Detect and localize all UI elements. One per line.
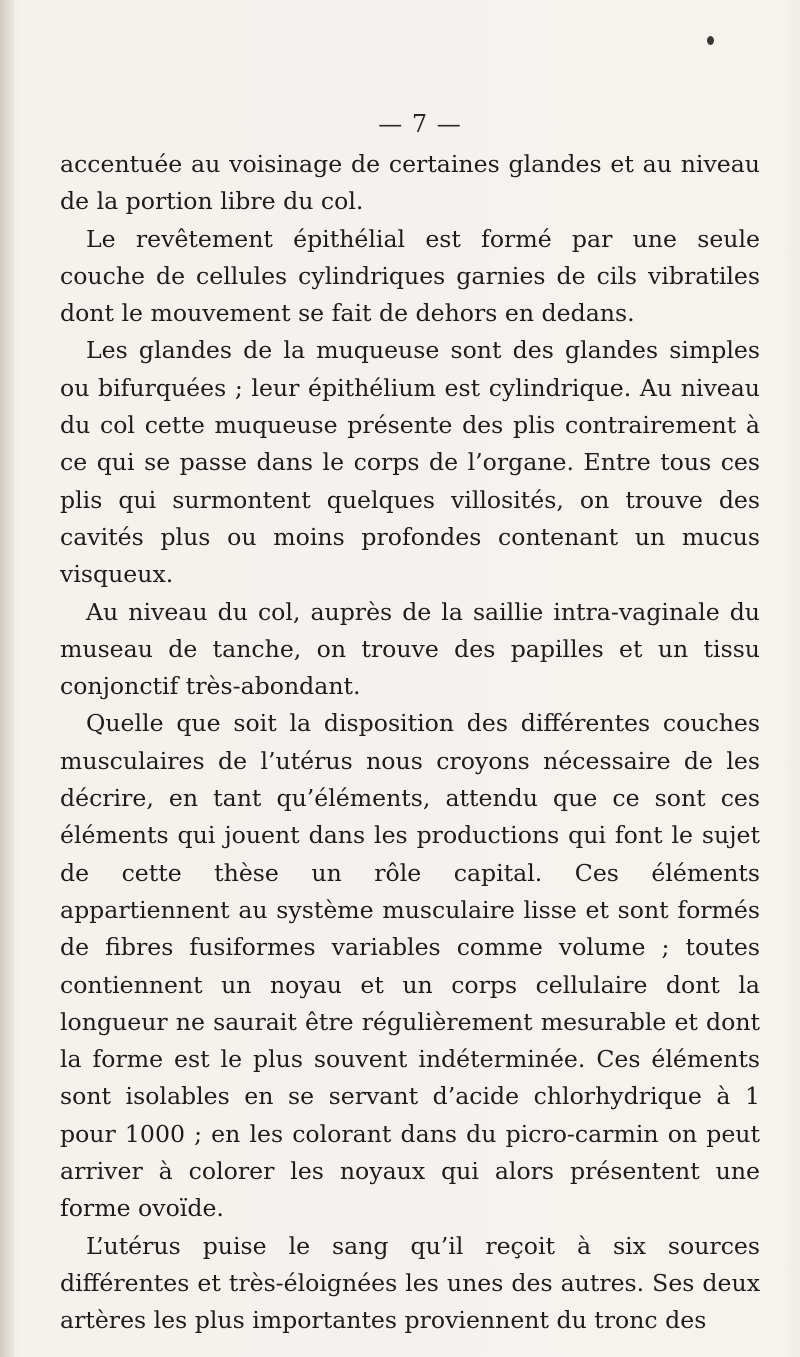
page-number: — 7 — [378,110,462,138]
ink-dot-mark [707,36,714,45]
paragraph-cervix: Au niveau du col, auprès de la saillie intra-vaginale du museau de tanche, on trouve des papilles et un tissu conjonctif très-abondant. [60,597,760,701]
paragraph-continuation: accentuée au voisinage de certaines glandes et au niveau de la portion libre du col. [60,150,760,216]
page-binding-edge [0,0,14,1357]
paragraph-epithelium: Le revêtement épithélial est formé par une seule couche de cellules cylindriques garnies de cils vibratiles dont le mouvement se fait de dehors en dedans. [60,224,760,328]
paragraph-glands: Les glandes de la muqueuse sont des glandes simples ou bifurquées ; leur épithélium est cylindrique. Au niveau du col cette muqueuse présente des plis contrairement à ce qui se passe dans le corps de l’organe. Entre tous ces plis qui surmontent quelques villosités, on trouve des cavités plus ou moins profondes contenant un mucus visqueux. [60,336,760,589]
body-text [60,146,760,1340]
paragraph-blood-supply: L’utérus puise le sang qu’il reçoit à six sources différentes et très-éloignées les unes des autres. Ses deux artères les plus importantes proviennent du tronc des [60,1231,760,1335]
paragraph-muscle-layers: Quelle que soit la disposition des différentes couches musculaires de l’utérus nous croyons nécessaire de les décrire, en tant qu’éléments, attendu que ce sont ces éléments qui jouent dans les productions qui font le sujet de cette thèse un rôle capital. Ces éléments appartiennent au système musculaire lisse et sont formés de fibres fusiformes variables comme volume ; toutes contiennent un noyau et un corps cellulaire dont la longueur ne saurait être régulièrement mesurable et dont la forme est le plus souvent indéterminée. Ces éléments sont isolables en se servant d’acide chlorhydrique à 1 pour 1000 ; en les colorant dans du picro-carmin on peut arriver à colorer les noyaux qui alors présentent une forme ovoïde. [60,709,760,1223]
